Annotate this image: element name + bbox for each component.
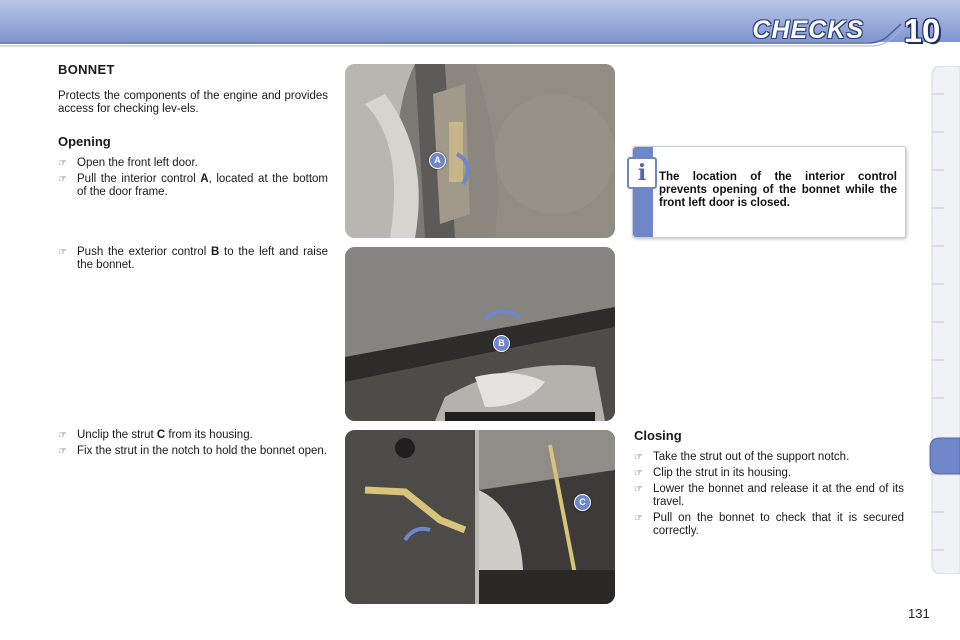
- list-item: ☞ Fix the strut in the notch to hold the bonnet open.: [58, 445, 327, 457]
- list-item: ☞ Push the exterior control B to the left and raise the bonnet.: [58, 246, 329, 271]
- strut-steps: [58, 429, 328, 458]
- bonnet-heading: BONNET: [58, 62, 115, 77]
- info-text: The location of the interior control prevents opening of the bonnet while the front left door is closed.: [659, 171, 897, 209]
- pointing-hand-icon: ☞: [634, 513, 643, 524]
- list-item: ☞ Take the strut out of the support notch.: [634, 451, 850, 463]
- strut-illustration: [345, 430, 615, 604]
- page-header: [0, 0, 960, 56]
- exterior-control-photo: [345, 247, 615, 421]
- pointing-hand-icon: ☞: [58, 174, 67, 185]
- opening-heading: Opening: [58, 134, 111, 149]
- interior-control-photo: [345, 64, 615, 238]
- bonnet-intro: Protects the components of the engine and provides access for checking lev-els.: [58, 90, 328, 115]
- list-item: ☞ Pull the interior control A, located at the bottom of the door frame.: [58, 173, 328, 198]
- pointing-hand-icon: ☞: [634, 484, 643, 495]
- info-icon: i: [627, 157, 657, 189]
- page-number: 131: [908, 606, 930, 621]
- interior-control-illustration: [345, 64, 615, 238]
- info-box: [632, 146, 906, 238]
- bonnet-section: [58, 62, 328, 199]
- pointing-hand-icon: ☞: [58, 430, 67, 441]
- list-item: ☞ Lower the bonnet and release it at the end of its travel.: [634, 483, 904, 508]
- strut-photo: [345, 430, 615, 604]
- pointing-hand-icon: ☞: [634, 452, 643, 463]
- exterior-control-step: [58, 246, 328, 272]
- chapter-title: CHECKS: [752, 16, 864, 44]
- closing-section: [634, 428, 904, 538]
- chapter-number: 10: [903, 12, 941, 49]
- chapter-tabs-graphic: [928, 66, 960, 574]
- list-item: ☞ Open the front left door.: [58, 157, 198, 169]
- list-item: ☞ Unclip the strut C from its housing.: [58, 429, 253, 441]
- callout-c: C: [574, 494, 591, 511]
- callout-a: A: [429, 152, 446, 169]
- list-item: ☞ Pull on the bonnet to check that it is secured correctly.: [634, 512, 904, 537]
- pointing-hand-icon: ☞: [634, 468, 643, 479]
- callout-b: B: [493, 335, 510, 352]
- pointing-hand-icon: ☞: [58, 247, 67, 258]
- pointing-hand-icon: ☞: [58, 158, 67, 169]
- exterior-control-illustration: [345, 247, 615, 421]
- pointing-hand-icon: ☞: [58, 446, 67, 457]
- chapter-tabs: [928, 66, 960, 574]
- list-item: ☞ Clip the strut in its housing.: [634, 467, 792, 479]
- closing-heading: Closing: [634, 428, 682, 443]
